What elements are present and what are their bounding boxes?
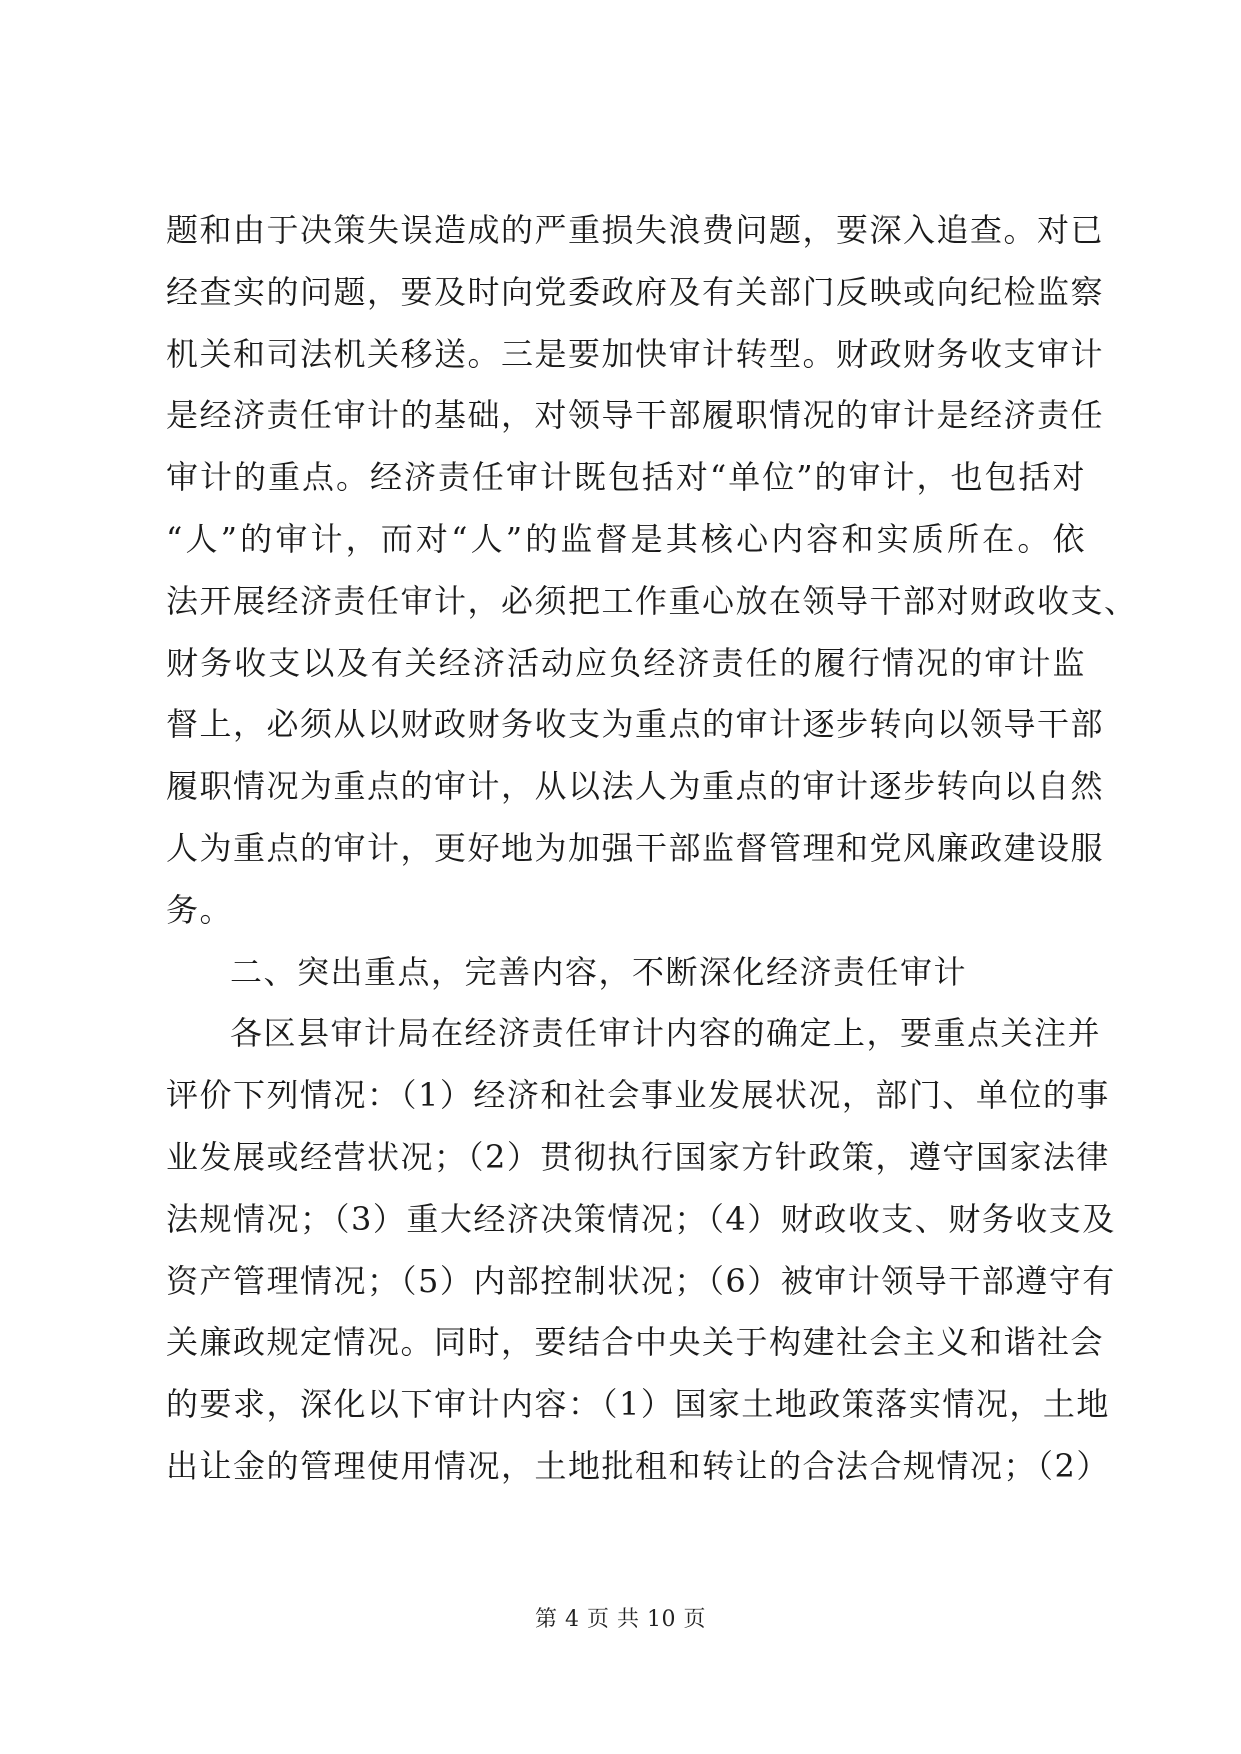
text-line: 的要求，深化以下审计内容：（1）国家土地政策落实情况，土地 [166, 1385, 1110, 1424]
text-line: 资产管理情况；（5）内部控制状况；（6）被审计领导干部遵守有 [166, 1261, 1116, 1300]
text-line: 题和由于决策失误造成的严重损失浪费问题，要深入追查。对已 [166, 211, 1105, 249]
text-line: “人”的审计，而对“人”的监督是其核心内容和实质所在。依 [166, 519, 1086, 558]
text-line: 业发展或经营状况；（2）贯彻执行国家方针政策，遵守国家法律 [166, 1137, 1110, 1176]
text-line: 出让金的管理使用情况，土地批租和转让的合法合规情况；（2） [166, 1446, 1110, 1485]
body-text [166, 200, 1138, 1498]
text-line: 各区县审计局在经济责任审计内容的确定上，要重点关注并 [230, 1014, 1102, 1053]
text-line: 督上，必须从以财政财务收支为重点的审计逐步转向以领导干部 [166, 705, 1105, 744]
text-line: 法开展经济责任审计，必须把工作重心放在领导干部对财政收支、 [166, 581, 1138, 620]
page-number-footer: 第 4 页 共 10 页 [535, 1607, 706, 1632]
text-line: 履职情况为重点的审计，从以法人为重点的审计逐步转向以自然 [166, 767, 1105, 806]
text-line: 务。 [166, 890, 234, 929]
text-line: 经查实的问题，要及时向党委政府及有关部门反映或向纪检监察 [166, 272, 1105, 311]
text-line: 人为重点的审计，更好地为加强干部监督管理和党风廉政建设服 [166, 828, 1105, 867]
text-line: 评价下列情况：（1）经济和社会事业发展状况，部门、单位的事 [166, 1076, 1110, 1115]
text-line: 机关和司法机关移送。三是要加快审计转型。财政财务收支审计 [166, 334, 1105, 373]
text-line: 是经济责任审计的基础，对领导干部履职情况的审计是经济责任 [166, 396, 1105, 435]
section-heading: 二、突出重点，完善内容，不断深化经济责任审计 [230, 952, 968, 991]
text-line: 法规情况；（3）重大经济决策情况；（4）财政收支、财务收支及 [166, 1199, 1116, 1238]
text-line: 关廉政规定情况。同时，要结合中央关于构建社会主义和谐社会 [166, 1323, 1105, 1362]
text-line: 财务收支以及有关经济活动应负经济责任的履行情况的审计监 [166, 643, 1086, 682]
text-line: 审计的重点。经济责任审计既包括对“单位”的审计，也包括对 [166, 458, 1086, 497]
